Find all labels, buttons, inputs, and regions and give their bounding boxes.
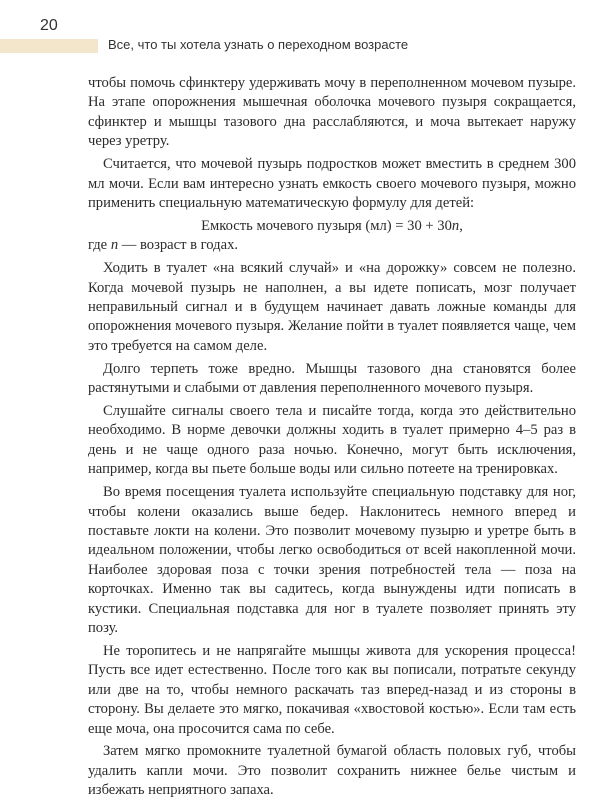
paragraph-7: Не торопитесь и не напрягайте мышцы живота для ускорения процесса! Пусть все идет естественно. После того как вы пописали, потратьте секунду или две на то, чтобы немного раскачать таз вперед-назад и из стороны в сторону. Вы делаете это мягко, покачивая «хвостовой костью». Если там есть еще моча, она просочится сама по себе. bbox=[88, 642, 576, 737]
formula-note-prefix: где bbox=[88, 237, 111, 254]
paragraph-6: Во время посещения туалета используйте специальную подставку для ног, чтобы колени оказались выше бедер. Наклонитесь немного вперед и поставьте локти на колени. Это позволит мочевому пузырю и уретре быть в идеальном положении, чтобы легко освободиться от всей накопленной мочи. Наиболее здоровая поза с точки зрения потребностей тела — поза на корточках. Именно так вы садитесь, когда вынуждены идти пописать в кустики. Специальная подставка для ног в туалете позволяет принять эту позу. bbox=[88, 484, 576, 636]
formula-text: Емкость мочевого пузыря (мл) = 30 + 30 bbox=[201, 217, 452, 234]
formula-note bbox=[88, 236, 576, 255]
body-text bbox=[88, 74, 576, 804]
paragraph-5: Слушайте сигналы своего тела и писайте тогда, когда это действительно необходимо. В норме девочки должны ходить в туалет примерно 4–5 раз в день и не чаще одного раза ночью. Конечно, могут быть исключения, например, когда вы пьете больше воды или сильно потеете на тренировках. bbox=[88, 403, 576, 478]
paragraph-8: Затем мягко промокните туалетной бумагой область половых губ, чтобы удалить капли мочи. Это позволит сохранить нижнее белье чистым и избежать неприятного запаха. bbox=[88, 743, 576, 799]
formula-variable: n bbox=[451, 217, 460, 234]
paragraph-3: Ходить в туалет «на всякий случай» и «на дорожку» совсем не полезно. Когда мочевой пузырь не наполнен, а вы идете пописать, мозг получает неправильный сигнал и в будущем начинает давать ложные команды для опорожнения мочевого пузыря. Желание пойти в туалет появляется чаще, чем это требуется на самом деле. bbox=[88, 260, 576, 354]
formula-end: , bbox=[459, 217, 463, 234]
page-header bbox=[0, 0, 600, 60]
formula-note-variable: n bbox=[110, 237, 119, 254]
page-number: 20 bbox=[40, 17, 58, 34]
running-title: Все, что ты хотела узнать о переходном возрасте bbox=[108, 37, 409, 52]
formula-note-rest: — возраст в годах. bbox=[118, 237, 239, 254]
bladder-capacity-formula bbox=[88, 217, 576, 236]
header-accent-bar bbox=[0, 39, 98, 53]
paragraph-4: Долго терпеть тоже вредно. Мышцы тазового дна становятся более растянутыми и слабыми от давления переполненного мочевого пузыря. bbox=[88, 360, 576, 397]
paragraph-2: Считается, что мочевой пузырь подростков может вместить в среднем 300 мл мочи. Если вам интересно узнать емкость своего мочевого пузыря, можно применить специальную математическую формулу для детей: bbox=[88, 156, 576, 211]
paragraph-1: чтобы помочь сфинктеру удерживать мочу в переполненном мочевом пузыре. На этапе опорожнения мышечная оболочка мочевого пузыря сокращается, сфинктер и мышцы тазового дна расслабляются, и моча вытекает наружу через уретру. bbox=[88, 75, 576, 150]
